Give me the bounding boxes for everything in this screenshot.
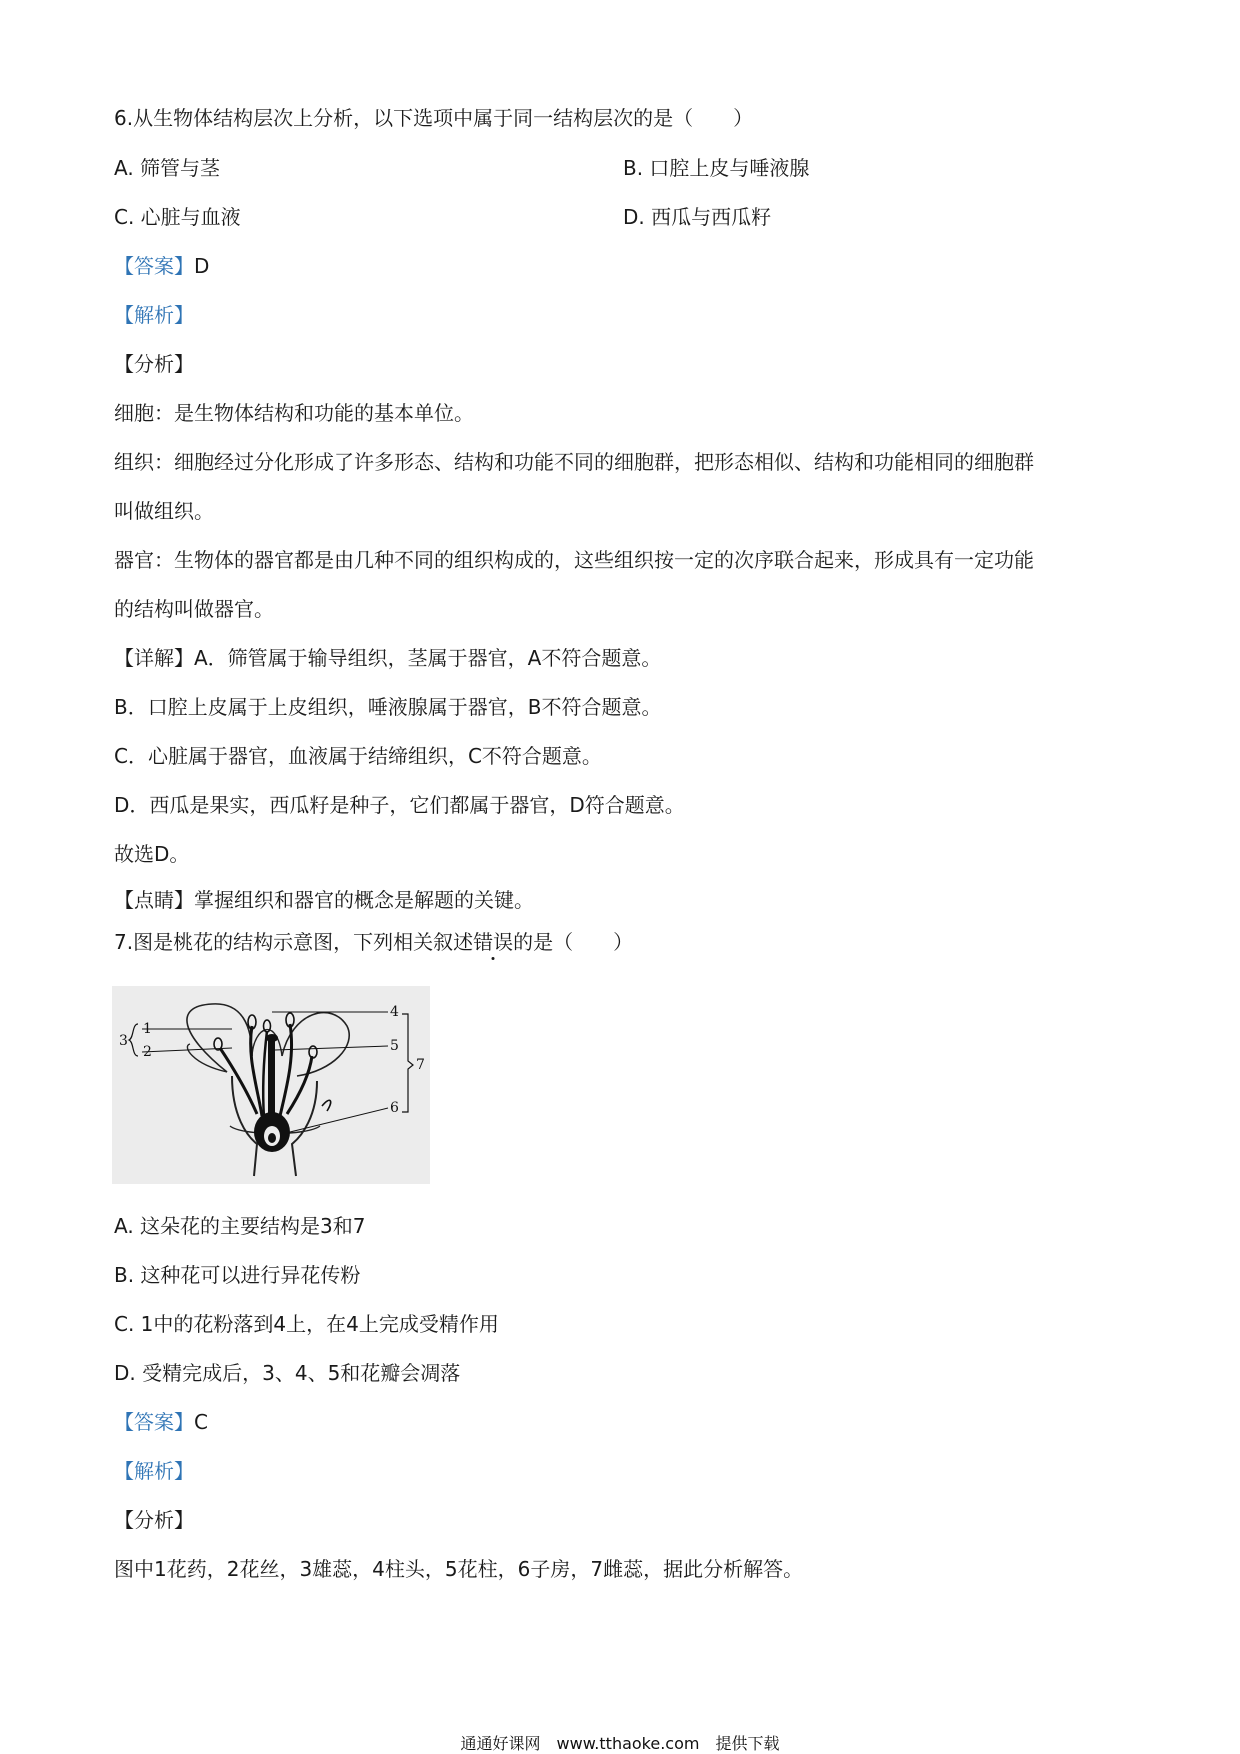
q7-answer-tag: 【答案】: [114, 1410, 194, 1434]
style-column: [268, 1041, 275, 1121]
fig-label-7: 7: [416, 1057, 425, 1073]
q6-detail-tag: 【详解】: [114, 646, 194, 670]
q6-option-b: B. 口腔上皮与唾液腺: [623, 156, 810, 180]
peach-flower-diagram: [112, 986, 430, 1184]
leader-6: [290, 1108, 388, 1132]
q6-detail-b: B．口腔上皮属于上皮组织，唾液腺属于器官，B不符合题意。: [114, 695, 662, 719]
q6-answer: D: [194, 254, 210, 278]
fig-label-2: 2: [143, 1044, 152, 1060]
small-petal-right: [322, 1100, 331, 1111]
bracket-7: [402, 1014, 413, 1112]
q7-question-pre: 7.图是桃花的结构示意图，下列相关叙述: [114, 930, 474, 954]
q6-line-tissue-1: 组织：细胞经过分化形成了许多形态、结构和功能不同的细胞群，把形态相似、结构和功能相同的细胞群: [114, 450, 1034, 474]
q7-option-b: B. 这种花可以进行异花传粉: [114, 1263, 361, 1287]
page-footer: 通通好课网 www.tthaoke.com 提供下载: [460, 1734, 780, 1753]
q6-detail-d: D．西瓜是果实，西瓜籽是种子，它们都属于器官，D符合题意。: [114, 793, 685, 817]
fig-label-5: 5: [390, 1038, 399, 1054]
q7-question-emph: 错误: [473, 930, 514, 954]
fig-label-4: 4: [390, 1004, 399, 1020]
q6-detail-c: C．心脏属于器官，血液属于结缔组织，C不符合题意。: [114, 744, 602, 768]
filament-2: [280, 1024, 292, 1116]
q7-fenxi-tag: 【分析】: [114, 1508, 194, 1532]
q6-detail-a: A．筛管属于输导组织，茎属于器官，A不符合题意。: [194, 646, 662, 670]
ovule: [268, 1133, 276, 1143]
q6-option-a: A. 筛管与茎: [114, 156, 221, 180]
q6-answer-tag: 【答案】: [114, 254, 194, 278]
q7-option-a: A. 这朵花的主要结构是3和7: [114, 1214, 366, 1238]
q7-analysis-tag: 【解析】: [114, 1459, 194, 1483]
q6-point-line: [114, 888, 534, 912]
filament-5: [263, 1031, 267, 1118]
q6-analysis-tag: 【解析】: [114, 303, 194, 327]
q6-question: 6.从生物体结构层次上分析，以下选项中属于同一结构层次的是（ ）: [114, 106, 754, 130]
fig-label-6: 6: [390, 1100, 399, 1116]
q6-conclusion: 故选D。: [114, 842, 190, 866]
q6-line-tissue-2: 叫做组织。: [114, 499, 214, 523]
peach-flower-drawing: [112, 986, 430, 1184]
q6-option-c: C. 心脏与血液: [114, 205, 241, 229]
q7-option-c: C. 1中的花粉落到4上，在4上完成受精作用: [114, 1312, 499, 1336]
fig-label-1: 1: [143, 1021, 152, 1037]
fig-label-3: 3: [119, 1033, 128, 1049]
q6-line-organ-1: 器官：生物体的器官都是由几种不同的组织构成的，这些组织按一定的次序联合起来，形成具有一定功能: [114, 548, 1034, 572]
q7-answer-line: [114, 1410, 208, 1434]
q6-line-organ-2: 的结构叫做器官。: [114, 597, 274, 621]
q7-option-d: D. 受精完成后，3、4、5和花瓣会凋落: [114, 1361, 461, 1385]
q6-fenxi-tag: 【分析】: [114, 352, 194, 376]
q6-line-cell: 细胞：是生物体结构和功能的基本单位。: [114, 401, 474, 425]
q7-question: [114, 930, 633, 954]
q7-analysis-line: 图中1花药，2花丝，3雄蕊，4柱头，5花柱，6子房，7雌蕊，据此分析解答。: [114, 1557, 804, 1581]
q7-question-post: 的是（ ）: [513, 930, 634, 954]
q6-option-d: D. 西瓜与西瓜籽: [623, 205, 772, 229]
brace-3: [129, 1024, 138, 1056]
q6-detail-a-line: [114, 646, 661, 670]
q7-answer: C: [194, 1410, 208, 1434]
stigma: [266, 1034, 278, 1042]
q6-point: 掌握组织和器官的概念是解题的关键。: [194, 888, 534, 912]
q6-point-tag: 【点睛】: [114, 888, 194, 912]
q6-answer-line: [114, 254, 209, 278]
